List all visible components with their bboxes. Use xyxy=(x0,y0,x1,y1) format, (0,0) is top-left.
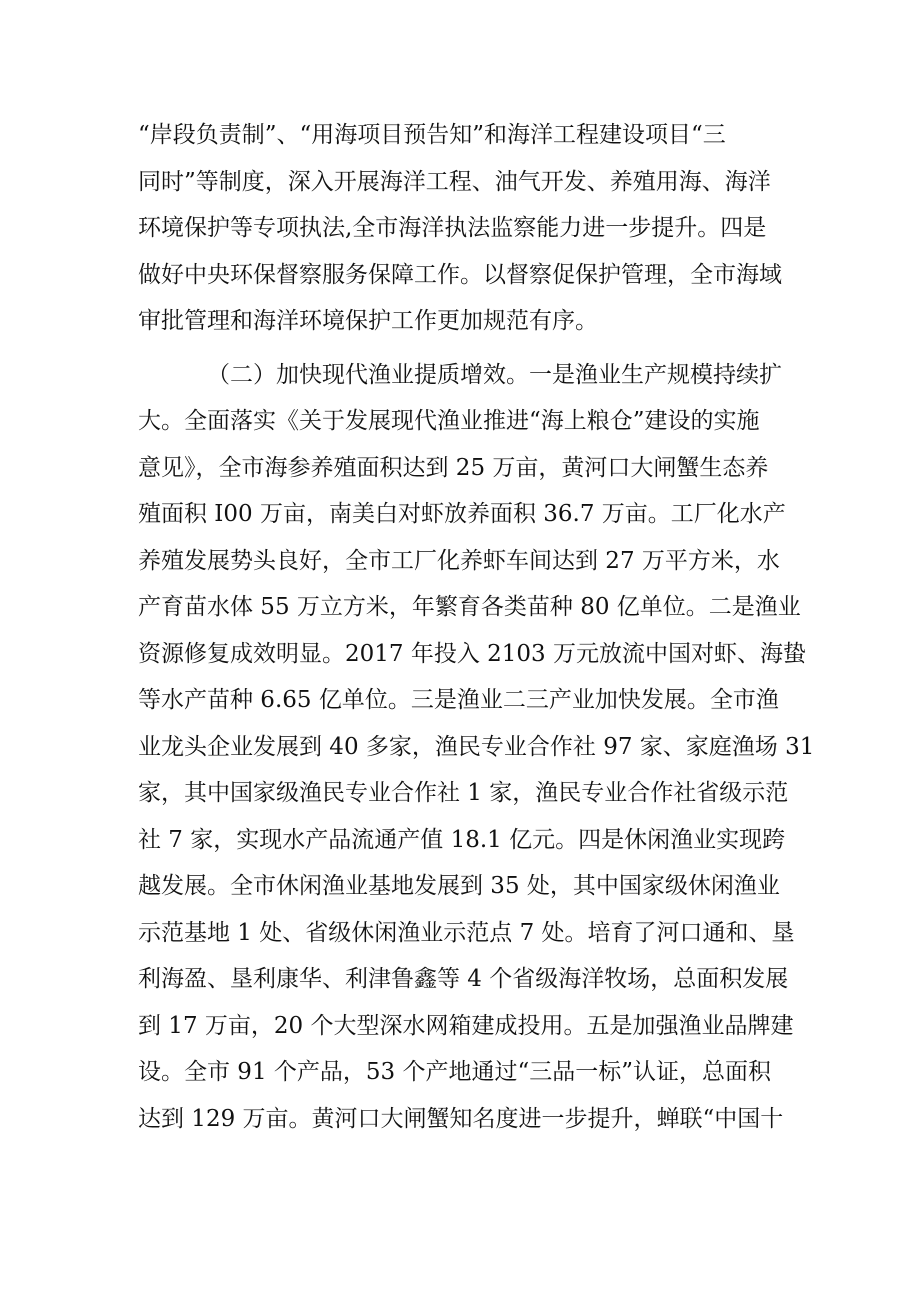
body-text xyxy=(138,112,815,1142)
text-line: 殖面积 I00 万亩，南美白对虾放养面积 36.7 万亩。工厂化水产 xyxy=(138,501,786,527)
text-line: 产育苗水体 55 万立方米，年繁育各类苗种 80 亿单位。二是渔业 xyxy=(138,594,801,620)
text-line: 社 7 家，实现水产品流通产值 18.1 亿元。四是休闲渔业实现跨 xyxy=(138,826,786,853)
paragraph-modern-fishery xyxy=(138,352,815,1143)
text-line: 等水产苗种 6.65 亿单位。三是渔业二三产业加快发展。全市渔 xyxy=(138,687,779,713)
text-line: 业龙头企业发展到 40 多家，渔民专业合作社 97 家、家庭渔场 31 xyxy=(138,733,815,760)
text-line: 达到 129 万亩。黄河口大闸蟹知名度进一步提升，蝉联“中国十 xyxy=(138,1105,784,1132)
text-line: 到 17 万亩，20 个大型深水网箱建成投用。五是加强渔业品牌建 xyxy=(138,1012,794,1039)
text-line: 同时”等制度，深入开展海洋工程、油气开发、养殖用海、海洋 xyxy=(138,168,771,195)
text-line: 养殖发展势头良好，全市工厂化养虾车间达到 27 万平方米，水 xyxy=(138,547,780,574)
text-line: 意见》，全市海参养殖面积达到 25 万亩，黄河口大闸蟹生态养 xyxy=(138,454,769,481)
paragraph-marine-enforcement xyxy=(138,112,788,345)
text-line: 做好中央环保督察服务保障工作。以督察促保护管理，全市海域 xyxy=(138,261,782,288)
text-line: 家，其中国家级渔民专业合作社 1 家，渔民专业合作社省级示范 xyxy=(138,780,789,806)
paragraph-heading-line: （二）加快现代渔业提质增效。一是渔业生产规模持续扩 xyxy=(207,361,782,388)
text-line: “岸段负责制”、“用海项目预告知”和海洋工程建设项目“三 xyxy=(138,122,726,148)
text-line: 利海盈、垦利康华、利津鲁鑫等 4 个省级海洋牧场，总面积发展 xyxy=(138,966,789,992)
text-line: 审批管理和海洋环境保护工作更加规范有序。 xyxy=(138,308,598,334)
text-line: 设。全市 91 个产品，53 个产地通过“三品一标”认证，总面积 xyxy=(138,1059,771,1085)
text-line: 越发展。全市休闲渔业基地发展到 35 处，其中国家级休闲渔业 xyxy=(138,873,780,899)
text-line: 示范基地 1 处、省级休闲渔业示范点 7 处。培育了河口通和、垦 xyxy=(138,919,795,946)
text-line: 资源修复成效明显。2017 年投入 2103 万元放流中国对虾、海蛰 xyxy=(138,640,806,667)
text-line: 大。全面落实《关于发展现代渔业推进“海上粮仓”建设的实施 xyxy=(138,408,760,434)
text-line: 环境保护等专项执法,全市海洋执法监察能力进一步提升。四是 xyxy=(138,215,767,241)
